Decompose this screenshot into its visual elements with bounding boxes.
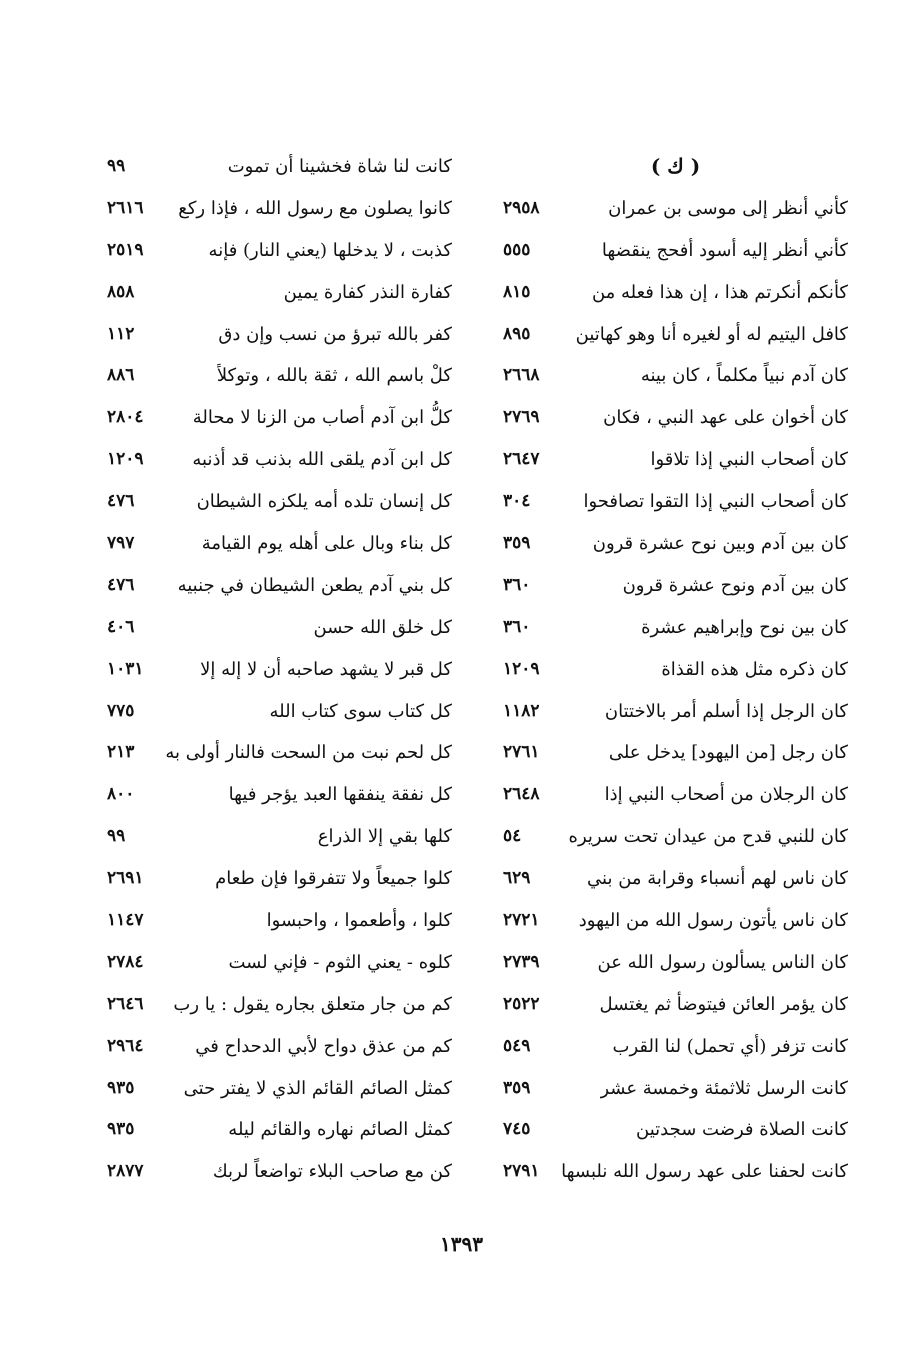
- entry-number: ١١٨٢: [503, 700, 540, 721]
- index-entry: [107, 607, 452, 649]
- index-entry: [503, 481, 848, 523]
- entry-number: ١٠٣١: [107, 658, 144, 679]
- section-letter: ( ك ): [650, 154, 701, 178]
- entry-text: كان الرجل إذا أسلم أمر بالاختتان: [604, 700, 848, 722]
- entry-number: ٢٧٩١: [503, 1161, 540, 1182]
- entry-text: كل نفقة ينفقها العبد يؤجر فيها: [228, 784, 452, 806]
- entry-text: كأني أنظر إلى موسى بن عمران: [608, 197, 848, 219]
- index-entry: [503, 858, 848, 900]
- index-entry: [107, 565, 452, 607]
- entry-text: كلُّ ابن آدم أصاب من الزنا لا محالة: [192, 407, 452, 429]
- index-entry: [503, 649, 848, 691]
- entry-number: ٢٧٢١: [503, 910, 540, 931]
- entry-number: ٨٩٥: [503, 323, 531, 344]
- entry-text: كل إنسان تلده أمه يلكزه الشيطان: [196, 491, 452, 513]
- entry-text: كان أخوان على عهد النبي ، فكان: [603, 407, 848, 429]
- entry-text: كلوا جميعاً ولا تتفرقوا فإن طعام: [215, 868, 452, 890]
- entry-text: كفر بالله تبرؤ من نسب وإن دق: [218, 323, 452, 345]
- entry-text: كل بناء وبال على أهله يوم القيامة: [201, 533, 452, 555]
- entry-number: ١١٢: [107, 323, 135, 344]
- entry-text: كان ناس لهم أنسباء وقرابة من بني: [587, 868, 848, 890]
- index-entry: [503, 900, 848, 942]
- index-entry: [107, 774, 452, 816]
- entry-number: ٢٧٨٤: [107, 951, 144, 972]
- entry-number: ٣٦٠: [503, 574, 531, 595]
- entry-number: ٣٦٠: [503, 616, 531, 637]
- entry-number: ٣٥٩: [503, 533, 531, 554]
- entry-text: كانت لنا شاة فخشينا أن تموت: [227, 156, 452, 177]
- entry-number: ٢٩٥٨: [503, 197, 540, 218]
- entry-number: ٧٤٥: [503, 1119, 531, 1140]
- index-entry: [503, 439, 848, 481]
- entry-number: ٢٦٩١: [107, 868, 144, 889]
- entry-text: كان ذكره مثل هذه القذاة: [661, 658, 848, 680]
- entry-text: كلها بقي إلا الذراع: [317, 826, 452, 848]
- entry-number: ٩٣٥: [107, 1119, 135, 1140]
- index-entry: [503, 984, 848, 1026]
- index-entry: [503, 188, 848, 230]
- entry-text: كانت تزفر (أي تحمل) لنا القرب: [612, 1035, 848, 1057]
- index-column-right: [503, 146, 848, 1193]
- entry-number: ٢٦٦٨: [503, 365, 540, 386]
- index-entry: [107, 272, 452, 314]
- entry-number: ٨١٥: [503, 281, 531, 302]
- entry-text: كذبت ، لا يدخلها (يعني النار) فإنه: [208, 239, 452, 261]
- page-number: ١٣٩٣: [440, 1232, 483, 1256]
- entry-text: كان بين نوح وإبراهيم عشرة: [641, 616, 848, 638]
- entry-number: ٩٩: [107, 156, 126, 176]
- index-entry: [503, 230, 848, 272]
- index-entry: [503, 355, 848, 397]
- entry-number: ٤٧٦: [107, 574, 135, 595]
- entry-text: كان أصحاب النبي إذا تلاقوا: [650, 449, 848, 471]
- index-column-left: [107, 146, 452, 1193]
- entry-text: كافل اليتيم له أو لغيره أنا وهو كهاتين: [575, 323, 848, 345]
- entry-number: ٢٥١٩: [107, 239, 144, 260]
- entry-number: ٨٥٨: [107, 281, 135, 302]
- index-entry: [107, 816, 452, 858]
- entry-text: كلوه - يعني الثوم - فإني لست: [228, 951, 452, 973]
- entry-number: ٥٤٩: [503, 1035, 531, 1056]
- index-entry: [107, 230, 452, 272]
- index-entry: [503, 1151, 848, 1193]
- entry-text: كفارة النذر كفارة يمين: [283, 281, 452, 303]
- entry-text: كانت الصلاة فرضت سجدتين: [636, 1119, 848, 1141]
- entry-number: ٦٢٩: [503, 868, 531, 889]
- index-entry: [107, 523, 452, 565]
- entry-text: كأنكم أنكرتم هذا ، إن هذا فعله من: [591, 281, 848, 303]
- entry-number: ١٢٠٩: [107, 449, 144, 470]
- entry-text: كان الرجلان من أصحاب النبي إذا: [604, 784, 848, 806]
- entry-number: ٢٩٦٤: [107, 1035, 144, 1056]
- entry-number: ٤٠٦: [107, 616, 135, 637]
- entry-text: كانت الرسل ثلاثمئة وخمسة عشر: [600, 1077, 848, 1099]
- entry-number: ٢٦٤٦: [107, 993, 144, 1014]
- entry-number: ٨٠٠: [107, 784, 135, 805]
- entry-text: كأني أنظر إليه أسود أفحج ينقضها: [601, 239, 848, 261]
- entry-text: كل بني آدم يطعن الشيطان في جنبيه: [177, 574, 452, 596]
- entry-text: كانت لحفنا على عهد رسول الله نلبسها: [561, 1161, 848, 1183]
- index-entry: [107, 188, 452, 230]
- entry-number: ٥٥٥: [503, 239, 531, 260]
- index-entry: [107, 1026, 452, 1068]
- entry-number: ٩٣٥: [107, 1077, 135, 1098]
- index-entry: [107, 314, 452, 356]
- index-entry: [503, 565, 848, 607]
- entry-number: ٣٥٩: [503, 1077, 531, 1098]
- entry-text: كل لحم نبت من السحت فالنار أولى به: [165, 742, 452, 764]
- entry-text: كان أصحاب النبي إذا التقوا تصافحوا: [583, 491, 848, 513]
- index-entry: [503, 1026, 848, 1068]
- entry-number: ٧٧٥: [107, 700, 135, 721]
- entry-number: ٨٨٦: [107, 365, 135, 386]
- index-entry: [107, 1109, 452, 1151]
- entry-number: ٢١٣: [107, 742, 135, 763]
- index-entry: [107, 355, 452, 397]
- entry-number: ٢٦٤٨: [503, 784, 540, 805]
- entry-number: ٢٨٠٤: [107, 407, 144, 428]
- entry-number: ٢٧٦١: [503, 742, 540, 763]
- index-entry: [503, 1109, 848, 1151]
- entry-number: ٧٩٧: [107, 533, 135, 554]
- entry-text: كان بين آدم وبين نوح عشرة قرون: [592, 533, 848, 555]
- index-entry: [107, 858, 452, 900]
- entry-number: ٣٠٤: [503, 491, 531, 512]
- index-entry: [107, 732, 452, 774]
- index-entry: [107, 942, 452, 984]
- entry-number: ٢٥٢٢: [503, 993, 540, 1014]
- index-entry: [107, 481, 452, 523]
- index-entry: [503, 774, 848, 816]
- index-entry: [503, 523, 848, 565]
- entry-number: ٢٧٦٩: [503, 407, 540, 428]
- index-entry: [503, 607, 848, 649]
- entry-number: ٤٧٦: [107, 491, 135, 512]
- entry-text: كم من جار متعلق بجاره يقول : يا رب: [173, 993, 452, 1015]
- entry-text: كان للنبي قدح من عيدان تحت سريره: [568, 826, 848, 848]
- index-entry: [107, 649, 452, 691]
- index-entry: [503, 732, 848, 774]
- entry-text: كل قبر لا يشهد صاحبه أن لا إله إلا: [200, 658, 452, 680]
- entry-number: ١١٤٧: [107, 910, 144, 931]
- index-entry: [503, 942, 848, 984]
- entry-number: ١٢٠٩: [503, 658, 540, 679]
- index-entry: [107, 146, 452, 188]
- index-entry: [107, 397, 452, 439]
- entry-text: كم من عذق دواح لأبي الدحداح في: [195, 1035, 452, 1057]
- index-entry: [503, 397, 848, 439]
- index-entry: [503, 314, 848, 356]
- entry-number: ٢٨٧٧: [107, 1161, 144, 1182]
- index-entry: [107, 691, 452, 733]
- index-entry: [503, 272, 848, 314]
- entry-text: كمثل الصائم نهاره والقائم ليله: [228, 1119, 452, 1141]
- entry-text: كن مع صاحب البلاء تواضعاً لربك: [212, 1161, 452, 1183]
- entry-text: كان بين آدم ونوح عشرة قرون: [622, 574, 848, 596]
- entry-text: كان آدم نبياً مكلماً ، كان بينه: [640, 365, 848, 387]
- entry-text: كمثل الصائم القائم الذي لا يفتر حتى: [183, 1077, 452, 1099]
- entry-number: ٢٦١٦: [107, 197, 144, 218]
- entry-number: ٥٤: [503, 826, 522, 847]
- entry-text: كل كتاب سوى كتاب الله: [269, 700, 452, 722]
- index-entry: [107, 1068, 452, 1110]
- entry-text: كل خلق الله حسن: [313, 616, 452, 638]
- entry-number: ٢٦٤٧: [503, 449, 540, 470]
- index-entry: [503, 691, 848, 733]
- entry-text: كلْ باسم الله ، ثقة بالله ، وتوكلاً: [216, 365, 452, 387]
- index-entry: [107, 900, 452, 942]
- index-entry: [107, 984, 452, 1026]
- index-entry: [107, 1151, 452, 1193]
- entry-number: ٢٧٣٩: [503, 951, 540, 972]
- index-entry: [503, 816, 848, 858]
- entry-text: كان يؤمر العائن فيتوضأ ثم يغتسل: [599, 993, 848, 1015]
- index-entry: [503, 1068, 848, 1110]
- entry-text: كلوا ، وأطعموا ، واحبسوا: [266, 910, 452, 932]
- section-heading: [503, 146, 848, 188]
- index-entry: [107, 439, 452, 481]
- entry-number: ٩٩: [107, 826, 126, 847]
- entry-text: كان ناس يأتون رسول الله من اليهود: [578, 910, 848, 932]
- entry-text: كان الناس يسألون رسول الله عن: [597, 951, 848, 973]
- entry-text: كل ابن آدم يلقى الله بذنب قد أذنبه: [192, 449, 452, 471]
- entry-text: كان رجل [من اليهود] يدخل على: [608, 742, 848, 764]
- entry-text: كانوا يصلون مع رسول الله ، فإذا ركع: [178, 197, 452, 219]
